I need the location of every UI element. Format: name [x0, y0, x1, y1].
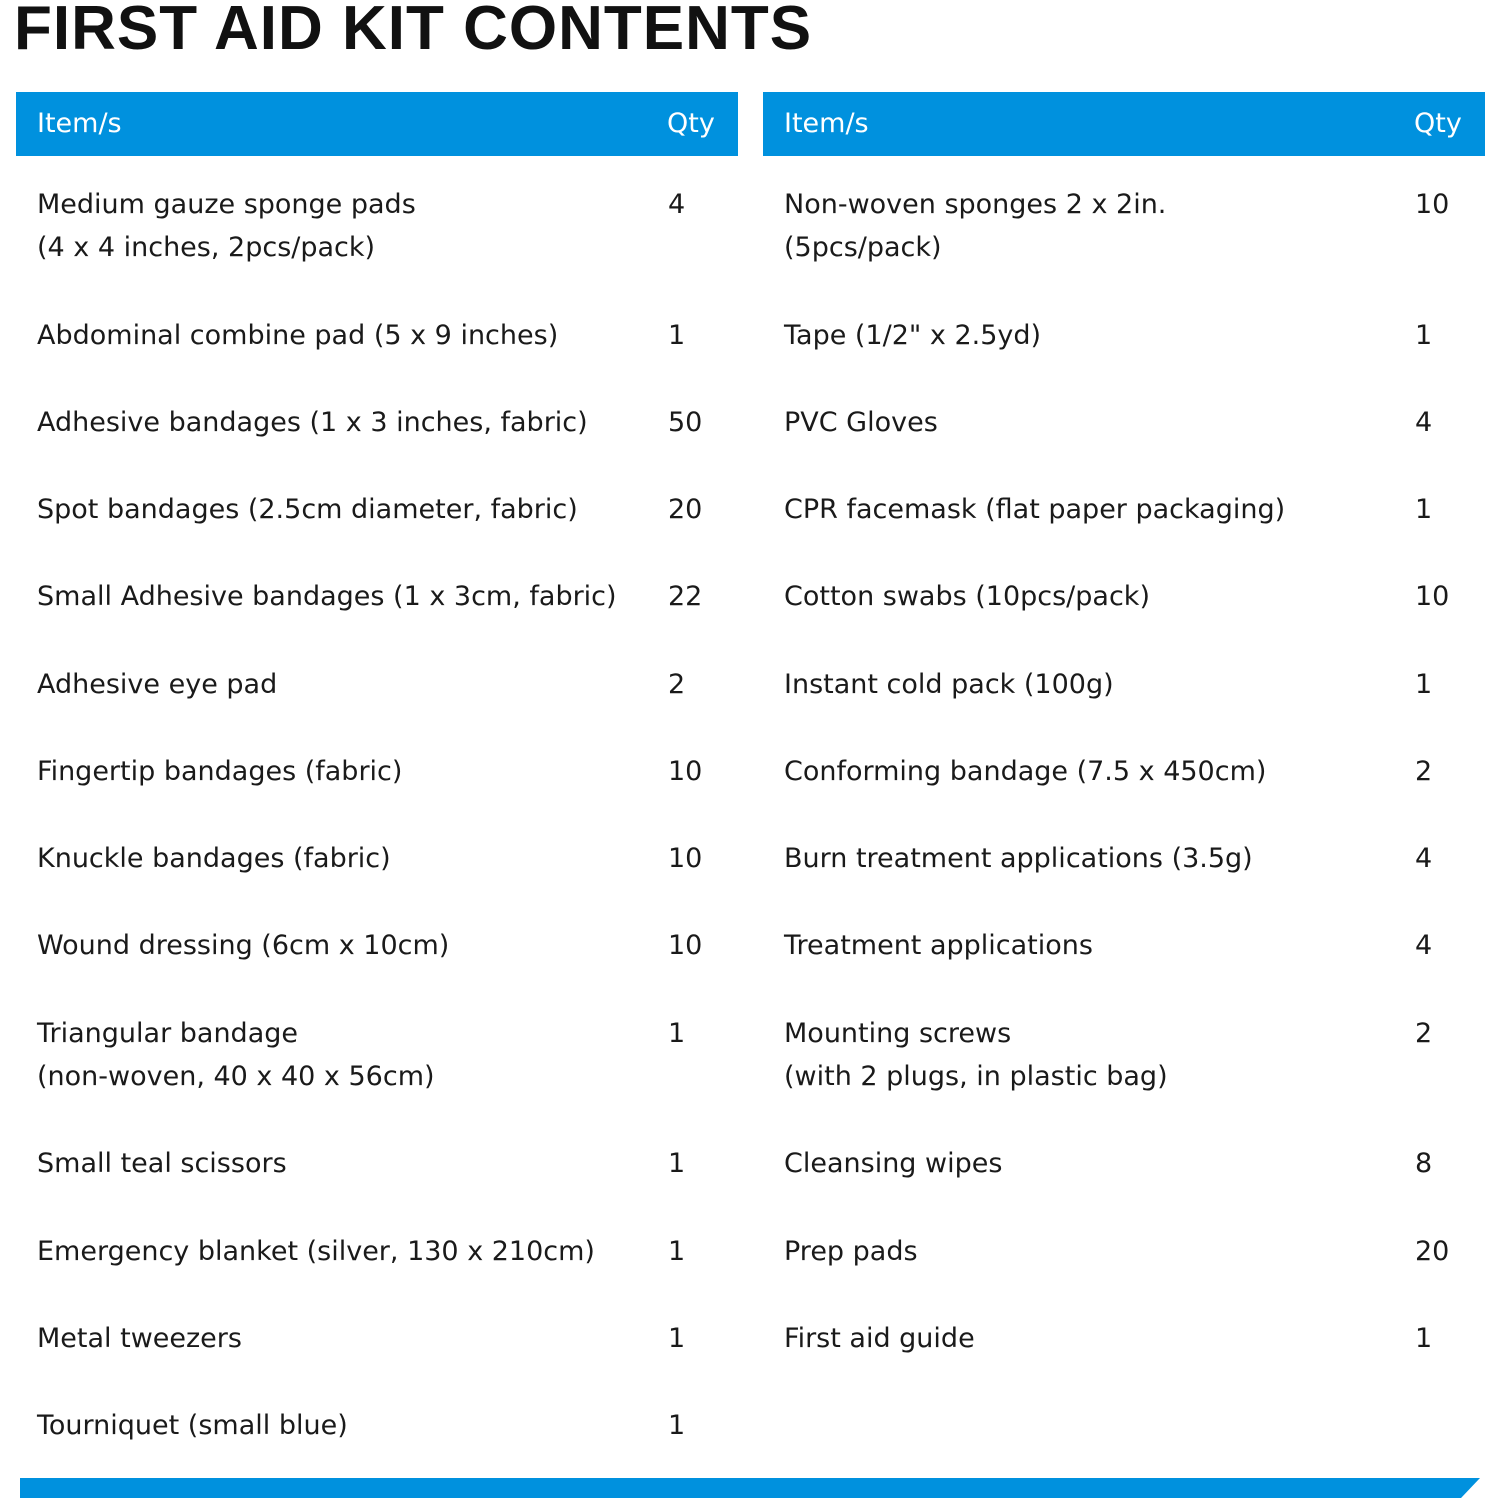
- item-name: Adhesive eye pad: [37, 669, 278, 700]
- item-name: Cotton swabs (10pcs/pack): [784, 581, 1150, 612]
- item-name: Prep pads: [784, 1236, 918, 1267]
- item-qty: 1: [1415, 1323, 1433, 1354]
- item-qty: 1: [668, 320, 686, 351]
- item-qty: 1: [668, 1236, 686, 1267]
- item-qty: 4: [1415, 407, 1433, 438]
- item-qty: 2: [668, 669, 686, 700]
- item-qty: 1: [1415, 494, 1433, 525]
- item-name: Emergency blanket (silver, 130 x 210cm): [37, 1236, 595, 1267]
- item-qty: 4: [1415, 930, 1433, 961]
- column-header-item: Item/s: [784, 108, 869, 139]
- item-name: Wound dressing (6cm x 10cm): [37, 930, 450, 961]
- contents-table-left: [16, 92, 738, 1441]
- item-name: Non-woven sponges 2 x 2in. (5pcs/pack): [784, 189, 1167, 263]
- table-header: [763, 92, 1485, 156]
- item-qty: 4: [668, 189, 686, 220]
- item-qty: 1: [668, 1018, 686, 1049]
- page-title: FIRST AID KIT CONTENTS: [14, 0, 813, 63]
- item-qty: 10: [1415, 189, 1450, 220]
- item-qty: 1: [668, 1410, 686, 1441]
- item-name: Fingertip bandages (fabric): [37, 756, 403, 787]
- item-qty: 2: [1415, 1018, 1433, 1049]
- column-header-qty: Qty: [667, 108, 715, 139]
- item-qty: 10: [668, 756, 703, 787]
- table-header: [16, 92, 738, 156]
- contents-table-right: [763, 92, 1485, 1354]
- footer-accent-bar: [20, 1478, 1480, 1498]
- item-name: Adhesive bandages (1 x 3 inches, fabric): [37, 407, 588, 438]
- item-qty: 20: [1415, 1236, 1450, 1267]
- item-name: Small Adhesive bandages (1 x 3cm, fabric): [37, 581, 617, 612]
- item-qty: 10: [668, 843, 703, 874]
- item-qty: 1: [1415, 320, 1433, 351]
- item-qty: 2: [1415, 756, 1433, 787]
- item-qty: 1: [668, 1323, 686, 1354]
- item-qty: 22: [668, 581, 703, 612]
- item-name: Triangular bandage (non-woven, 40 x 40 x 56cm): [37, 1018, 435, 1092]
- item-qty: 1: [668, 1148, 686, 1179]
- item-name: Tourniquet (small blue): [37, 1410, 348, 1441]
- item-name: Spot bandages (2.5cm diameter, fabric): [37, 494, 578, 525]
- item-name: Knuckle bandages (fabric): [37, 843, 391, 874]
- column-header-qty: Qty: [1414, 108, 1462, 139]
- item-name: Burn treatment applications (3.5g): [784, 843, 1253, 874]
- item-name: Mounting screws (with 2 plugs, in plastic bag): [784, 1018, 1168, 1092]
- item-name: Medium gauze sponge pads (4 x 4 inches, 2pcs/pack): [37, 189, 416, 263]
- item-name: Cleansing wipes: [784, 1148, 1003, 1179]
- item-name: Metal tweezers: [37, 1323, 242, 1354]
- column-header-item: Item/s: [37, 108, 122, 139]
- item-name: First aid guide: [784, 1323, 975, 1354]
- item-qty: 4: [1415, 843, 1433, 874]
- item-qty: 8: [1415, 1148, 1433, 1179]
- item-qty: 1: [1415, 669, 1433, 700]
- item-qty: 10: [668, 930, 703, 961]
- item-name: Small teal scissors: [37, 1148, 287, 1179]
- item-name: Abdominal combine pad (5 x 9 inches): [37, 320, 559, 351]
- item-name: CPR facemask (flat paper packaging): [784, 494, 1286, 525]
- item-name: Tape (1/2" x 2.5yd): [784, 320, 1042, 351]
- item-qty: 10: [1415, 581, 1450, 612]
- item-qty: 20: [668, 494, 703, 525]
- item-qty: 50: [668, 407, 703, 438]
- item-name: Treatment applications: [784, 930, 1093, 961]
- item-name: PVC Gloves: [784, 407, 938, 438]
- item-name: Instant cold pack (100g): [784, 669, 1114, 700]
- item-name: Conforming bandage (7.5 x 450cm): [784, 756, 1267, 787]
